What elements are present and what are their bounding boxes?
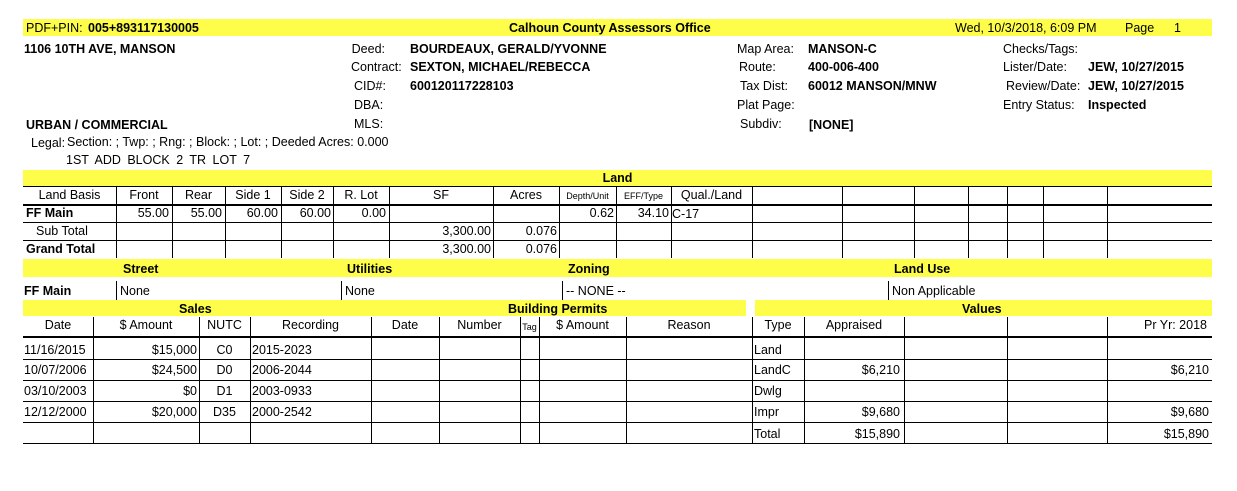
sales-col-recording: Recording xyxy=(282,318,339,332)
land-col-basis: Land Basis xyxy=(38,188,101,202)
sale-nutc: D1 xyxy=(216,384,233,398)
pin-value: 005+893117130005 xyxy=(88,21,199,35)
sale-recording: 2000-2542 xyxy=(252,405,312,419)
sale-nutc: D0 xyxy=(216,363,233,377)
land-col-front: Front xyxy=(129,188,159,202)
lister-date-value: JEW, 10/27/2015 xyxy=(1088,60,1184,74)
sales-col-amount: $ Amount xyxy=(119,318,173,332)
cid-label: CID#: xyxy=(354,79,386,93)
features-grid xyxy=(341,281,342,300)
sale-date: 11/16/2015 xyxy=(24,343,86,357)
land-grid xyxy=(1007,186,1008,258)
sale-recording: 2003-0933 xyxy=(252,384,312,398)
sale-nutc: C0 xyxy=(216,343,233,357)
row-divider xyxy=(23,422,1212,423)
values-col-appraised: Appraised xyxy=(825,318,883,332)
sales-grid xyxy=(904,317,905,443)
land-row-divider xyxy=(23,222,1212,223)
land-basis: FF Main xyxy=(26,206,74,220)
value-type: Dwlg xyxy=(754,384,782,398)
sales-grid xyxy=(804,317,805,443)
sales-grid xyxy=(1007,317,1008,443)
land-side1: 60.00 xyxy=(246,206,278,220)
street-title: Street xyxy=(123,262,159,276)
features-row-label: FF Main xyxy=(24,284,72,298)
land-subtotal-sf: 3,300.00 xyxy=(442,224,491,238)
land-col-rear: Rear xyxy=(184,188,213,202)
sale-amount: $0 xyxy=(183,384,197,398)
value-type: Total xyxy=(754,427,781,441)
sales-bar xyxy=(23,300,746,316)
sale-date: 03/10/2003 xyxy=(24,384,87,398)
values-col-type: Type xyxy=(764,318,792,332)
land-grandtotal-acres: 0.076 xyxy=(525,242,557,256)
land-grandtotal-label: Grand Total xyxy=(26,242,96,256)
row-divider xyxy=(23,380,1212,381)
sales-title: Sales xyxy=(179,302,212,316)
sale-date: 10/07/2006 xyxy=(24,363,87,377)
land-grid xyxy=(1043,186,1044,258)
land-row-divider xyxy=(23,240,1212,241)
value-type: LandC xyxy=(754,363,791,377)
land-grid xyxy=(559,186,560,258)
land-grid xyxy=(842,186,843,258)
value-prior-year: $9,680 xyxy=(1170,405,1209,419)
route-value: 400-006-400 xyxy=(808,60,879,74)
land-depth-unit: 0.62 xyxy=(589,206,614,220)
land-col-qual-land: Qual./Land xyxy=(680,188,743,202)
sales-grid xyxy=(199,317,200,443)
page-label: Page xyxy=(1125,21,1155,35)
land-grid xyxy=(914,186,915,258)
value-prior-year: $15,890 xyxy=(1163,427,1209,441)
plat-page-label: Plat Page: xyxy=(737,98,795,112)
land-col-side2: Side 2 xyxy=(289,188,325,202)
lister-date-label: Lister/Date: xyxy=(1003,60,1067,74)
land-rlot: 0.00 xyxy=(361,206,386,220)
sale-amount: $20,000 xyxy=(151,405,197,419)
land-col-eff-type: EFF/Type xyxy=(623,191,663,201)
permits-col-tag: Tag xyxy=(522,322,537,332)
zoning-title: Zoning xyxy=(568,262,610,276)
subdiv-label: Subdiv: xyxy=(740,117,782,131)
sale-amount: $15,000 xyxy=(151,343,197,357)
row-divider xyxy=(23,359,1212,360)
route-label: Route: xyxy=(739,60,776,74)
mls-label: MLS: xyxy=(354,117,384,131)
land-grid xyxy=(333,186,334,258)
map-area-label: Map Area: xyxy=(737,42,794,56)
features-grid xyxy=(562,281,563,300)
permits-col-reason: Reason xyxy=(667,318,711,332)
sales-columns-underline xyxy=(23,336,1212,338)
entry-status-label: Entry Status: xyxy=(1003,98,1075,112)
cid-value: 600120117228103 xyxy=(410,79,514,93)
map-area-value: MANSON-C xyxy=(808,42,877,56)
sale-nutc: D35 xyxy=(213,405,236,419)
land-grid xyxy=(116,186,117,258)
street-value: None xyxy=(120,284,150,298)
property-address: 1106 10TH AVE, MANSON xyxy=(24,42,176,56)
office-title: Calhoun County Assessors Office xyxy=(509,21,711,35)
sales-grid xyxy=(539,317,540,443)
land-col-acres: Acres xyxy=(510,188,542,202)
land-col-sf: SF xyxy=(433,188,449,202)
review-date-value: JEW, 10/27/2015 xyxy=(1088,79,1184,93)
permits-col-amount: $ Amount xyxy=(556,318,609,332)
subdiv-value: [NONE] xyxy=(809,118,854,132)
landuse-value: Non Applicable xyxy=(892,284,976,298)
review-date-label: Review/Date: xyxy=(1006,79,1081,93)
sale-recording: 2015-2023 xyxy=(252,343,312,357)
value-appraised: $15,890 xyxy=(854,427,900,441)
land-qual: C-17 xyxy=(672,207,700,221)
land-grid xyxy=(968,186,969,258)
sales-grid xyxy=(520,317,521,443)
contract-label: Contract: xyxy=(351,60,402,74)
value-appraised: $6,210 xyxy=(861,363,900,377)
land-eff-type: 34.10 xyxy=(637,206,669,220)
page-number: 1 xyxy=(1174,21,1181,35)
deed-owner: BOURDEAUX, GERALD/YVONNE xyxy=(410,42,607,56)
land-grid xyxy=(1107,186,1108,258)
value-type: Impr xyxy=(754,405,779,419)
zoning-value: -- NONE -- xyxy=(566,284,626,298)
land-grid xyxy=(389,186,390,258)
land-grid xyxy=(172,186,173,258)
sale-amount: $24,500 xyxy=(151,363,197,377)
sales-col-date: Date xyxy=(44,318,72,332)
land-col-side1: Side 1 xyxy=(235,188,271,202)
land-subtotal-acres: 0.076 xyxy=(525,224,557,238)
sales-grid xyxy=(752,317,753,443)
deed-label: Deed: xyxy=(351,42,385,56)
values-col-prior-year: Pr Yr: 2018 xyxy=(1143,318,1207,332)
sales-col-nutc: NUTC xyxy=(207,318,242,332)
sales-grid xyxy=(250,317,251,443)
utilities-value: None xyxy=(345,284,375,298)
land-grandtotal-sf: 3,300.00 xyxy=(442,242,491,256)
value-appraised: $9,680 xyxy=(861,405,900,419)
land-section-title: Land xyxy=(602,171,633,185)
tax-dist-label: Tax Dist: xyxy=(740,79,788,93)
sales-grid xyxy=(1107,317,1108,443)
checks-tags-label: Checks/Tags: xyxy=(1003,42,1079,56)
sale-date: 12/12/2000 xyxy=(24,405,87,419)
sales-grid xyxy=(626,317,627,443)
contract-owner: SEXTON, MICHAEL/REBECCA xyxy=(410,60,591,74)
permits-col-date: Date xyxy=(391,318,419,332)
sales-grid xyxy=(439,317,440,443)
value-type: Land xyxy=(754,343,782,357)
sales-grid xyxy=(93,317,94,443)
features-grid xyxy=(116,281,117,300)
land-grid xyxy=(493,186,494,258)
features-grid xyxy=(888,281,889,300)
land-col-depth-unit: Depth/Unit xyxy=(566,191,609,201)
land-col-rlot: R. Lot xyxy=(344,188,378,202)
land-rear: 55.00 xyxy=(190,206,222,220)
land-grid xyxy=(281,186,282,258)
features-bar xyxy=(23,259,1212,277)
tax-dist-value: 60012 MANSON/MNW xyxy=(808,79,937,93)
sales-grid xyxy=(371,317,372,443)
property-class: URBAN / COMMERCIAL xyxy=(26,118,168,132)
land-grid xyxy=(616,186,617,258)
utilities-title: Utilities xyxy=(347,262,393,276)
legal-label: Legal: xyxy=(31,136,66,150)
land-front: 55.00 xyxy=(137,206,169,220)
sale-recording: 2006-2044 xyxy=(252,363,312,377)
permits-title: Building Permits xyxy=(508,302,608,316)
legal-description-line2: 1ST ADD BLOCK 2 TR LOT 7 xyxy=(66,153,251,167)
value-prior-year: $6,210 xyxy=(1170,363,1209,377)
landuse-title: Land Use xyxy=(894,262,951,276)
table-bottom-border xyxy=(23,443,1212,444)
land-grid xyxy=(671,186,672,258)
values-title: Values xyxy=(962,302,1002,316)
land-grid xyxy=(225,186,226,258)
print-datetime: Wed, 10/3/2018, 6:09 PM xyxy=(955,21,1097,35)
row-divider xyxy=(23,401,1212,402)
pin-label: PDF+PIN: xyxy=(26,21,83,35)
dba-label: DBA: xyxy=(354,98,384,112)
land-side2: 60.00 xyxy=(299,206,331,220)
legal-description: Section: ; Twp: ; Rng: ; Block: ; Lot: ; Deeded Acres: 0.000 xyxy=(67,135,389,149)
land-grid xyxy=(752,186,753,258)
land-subtotal-label: Sub Total xyxy=(36,224,88,238)
entry-status-value: Inspected xyxy=(1088,98,1147,112)
permits-col-number: Number xyxy=(457,318,502,332)
